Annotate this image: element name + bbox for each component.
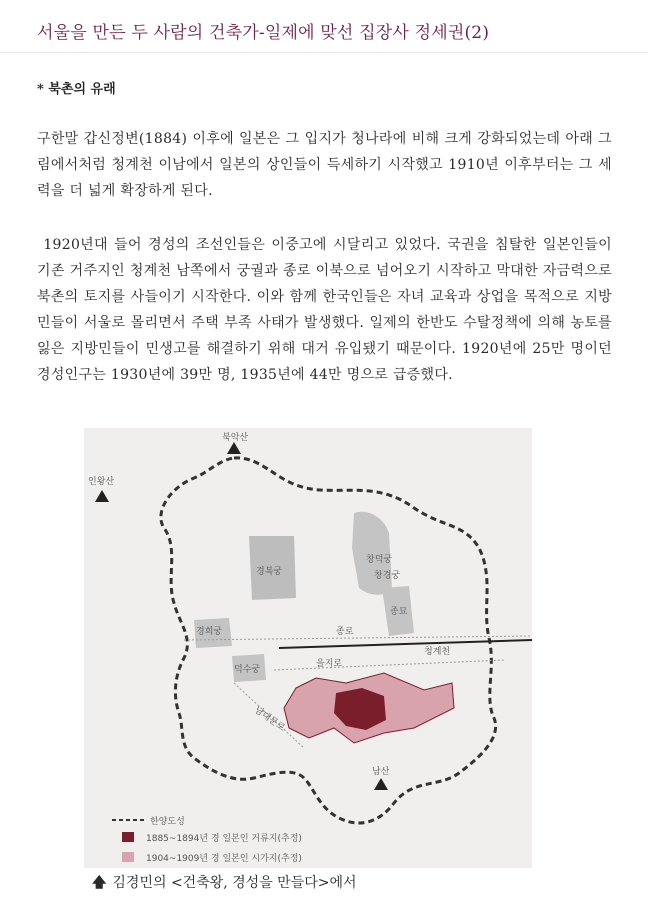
changgyeonggung-label: 창경궁 [374,571,401,581]
gyeongbokgung-label: 경복궁 [256,567,283,577]
jongno-label: 종로 [336,627,354,637]
page-title: 서울을 만든 두 사람의 건축가-일제에 맞선 집장사 정세권(2) [37,23,490,43]
euljiro-road [274,660,504,670]
cheonggyecheon-label: 청계천 [424,647,451,657]
changdeok-changgyeong-area [352,512,392,595]
bugaksan-label: 북악산 [222,433,249,443]
inwangsan-label: 인왕산 [88,477,115,487]
namsan-label: 남산 [372,767,390,777]
section-heading: * 북촌의 유래 [37,82,116,97]
namdaemunno-label: 남대문로 [252,705,287,734]
changdeokgung-label: 창덕궁 [366,555,393,565]
namsan-marker [374,778,388,790]
legend-wall-label: 한양도성 [150,817,185,827]
paragraph-2: 1920년대 들어 경성의 조선인들은 이중고에 시달리고 있었다. 국권을 침탈한 일본인들이 기존 거주지인 청계천 남쪽에서 궁궐과 종로 이북으로 넘어오기 시작하고 막대한 자금력으로 북촌의 토지를 사들이기 시작한다. 이와 함께 한국인들은 자녀 교육과 상업을 목적으로 지방민들이 서울로 몰리면서 주택 부족 사태가 발생했다. 일제의 한반도 수탈정책에 의해 농토를 잃은 지방민들이 민생고를 해결하기 위해 대거 유입됐기 때문이다. 1920년에 25만 명이던 경성인구는 1930년에 39만 명, 1935년에 44만 명으로 급증했다. [37,237,612,383]
title-divider [0,52,648,53]
legend-area2-label: 1904~1909년 경 일본인 시가지(추정) [146,854,302,864]
cheonggyecheon-stream [279,640,532,648]
legend-area1-label: 1885~1894년 경 일본인 거류지(추정) [146,834,302,844]
gyeonghuigung-label: 경희궁 [196,627,223,637]
deoksugung-label: 덕수궁 [234,665,261,675]
legend-area2-swatch [122,852,134,862]
bugaksan-marker [227,442,241,454]
legend-area1-swatch [122,832,134,842]
inwangsan-marker [95,490,109,502]
up-arrow-icon: 🡅 [92,875,107,891]
seoul-map-figure [84,428,532,868]
paragraph-1: 구한말 갑신정변(1884) 이후에 일본은 그 입지가 청나라에 비해 크게 강화되었는데 아래 그림에서처럼 청계천 이남에서 일본의 상인들이 득세하기 시작했고 1910년 이후부터는 그 세력을 더 넓게 확장하게 된다. [37,131,612,199]
euljiro-label: 을지로 [316,659,343,669]
jongno-road [184,636,532,640]
figure-caption [92,872,357,896]
caption-text: 김경민의 <건축왕, 경성을 만들다>에서 [112,875,357,891]
seoul-map [84,428,532,868]
jongmyo-label: 종묘 [390,607,408,617]
